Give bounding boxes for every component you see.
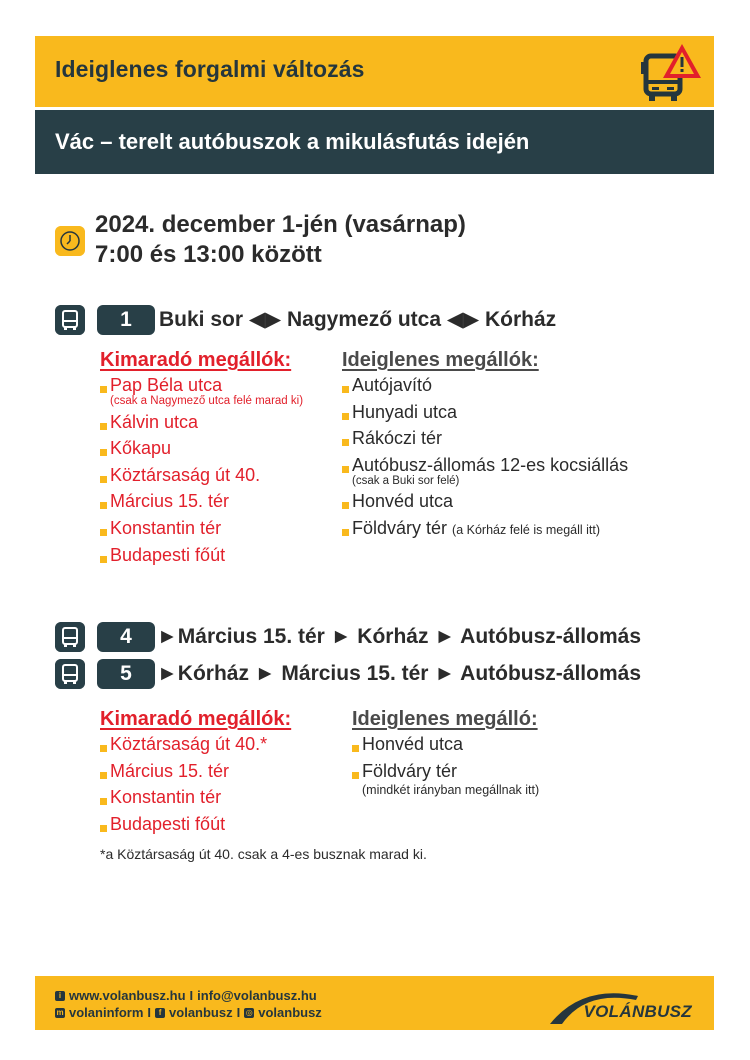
stop-item: Pap Béla utca (csak a Nagymező utca felé marad ki)	[100, 374, 303, 408]
footer-line-web	[55, 987, 322, 1004]
line-number-badge: 4	[97, 622, 155, 652]
header-band	[35, 36, 714, 107]
stop-item: Autóbusz-állomás 12-es kocsiállás (csak a Buki sor felé)	[342, 454, 628, 488]
stop-item: Hunyadi utca	[342, 401, 628, 424]
stop-item: Köztársaság út 40.	[100, 464, 303, 487]
footer-band	[35, 976, 714, 1030]
route-description: ►Március 15. tér ► Kórház ► Autóbusz-állomás	[157, 625, 642, 648]
omitted-stops-column-2	[100, 705, 291, 839]
messenger-icon: m	[56, 1007, 64, 1017]
temporary-stops-list	[342, 374, 628, 542]
logo-text: VOLÁNBUSZ	[583, 1002, 692, 1021]
stop-item: Autójavító	[342, 374, 628, 397]
stop-item: Budapesti főút	[100, 813, 291, 836]
stop-item: Rákóczi tér	[342, 427, 628, 450]
footer-line-social	[55, 1004, 322, 1021]
temporary-stops-heading: Ideiglenes megálló:	[352, 708, 538, 730]
separator: I	[236, 1005, 241, 1020]
stop-item: Honvéd utca	[342, 490, 628, 513]
page-title: Ideiglenes forgalmi változás	[55, 56, 365, 82]
temporary-stops-heading: Ideiglenes megállók:	[342, 349, 539, 371]
line-number-badge: 5	[97, 659, 155, 689]
bus-warning-icon	[638, 42, 702, 104]
page-subtitle: Vác – terelt autóbuszok a mikulásfutás idején	[55, 129, 530, 154]
date-line: 2024. december 1-jén (vasárnap)	[95, 211, 466, 238]
separator: I	[147, 1005, 152, 1020]
separator: I	[189, 988, 194, 1003]
stop-item: Március 15. tér	[100, 490, 303, 513]
website-link[interactable]: www.volanbusz.hu	[69, 988, 186, 1003]
social-messenger-link[interactable]: volaninform	[69, 1005, 144, 1020]
clock-icon	[55, 226, 85, 256]
stop-item: Konstantin tér	[100, 786, 291, 809]
info-icon: i	[55, 991, 65, 1001]
omitted-stops-heading: Kimaradó megállók:	[100, 349, 292, 371]
stop-item: Kálvin utca	[100, 411, 303, 434]
volanbusz-logo	[542, 982, 692, 1026]
route-description: Buki sor ◀▶ Nagymező utca ◀▶ Kórház	[159, 308, 557, 331]
stop-inline-note: (a Kórház felé is megáll itt)	[452, 522, 601, 537]
stop-item: Köztársaság út 40.*	[100, 733, 291, 756]
instagram-icon: ◎	[245, 1007, 253, 1017]
temporary-stops-column-2	[352, 705, 539, 800]
social-instagram-link[interactable]: volanbusz	[258, 1005, 322, 1020]
subtitle-band	[35, 110, 714, 174]
stop-item: Földváry tér (mindkét irányban megállnak itt)	[352, 760, 539, 798]
bus-icon	[55, 622, 85, 652]
stop-note: (csak a Nagymező utca felé marad ki)	[110, 395, 304, 407]
footnote: *a Köztársaság út 40. csak a 4-es busznak marad ki.	[100, 846, 427, 862]
bus-icon	[55, 305, 85, 335]
route-description: ►Kórház ► Március 15. tér ► Autóbusz-állomás	[157, 662, 642, 685]
social-facebook-link[interactable]: volanbusz	[169, 1005, 233, 1020]
stop-item: Március 15. tér	[100, 760, 291, 783]
email-link[interactable]: info@volanbusz.hu	[197, 988, 317, 1003]
facebook-icon: f	[155, 1008, 165, 1018]
stop-item: Honvéd utca	[352, 733, 539, 756]
temporary-stops-list	[352, 733, 539, 798]
bus-icon	[55, 659, 85, 689]
time-line: 7:00 és 13:00 között	[95, 241, 322, 268]
omitted-stops-list	[100, 733, 291, 836]
line-number-badge: 1	[97, 305, 155, 335]
stop-item: Konstantin tér	[100, 517, 303, 540]
temporary-stops-column-1	[342, 346, 628, 546]
stop-note: (mindkét irányban megállnak itt)	[362, 782, 540, 797]
stop-item: Budapesti főút	[100, 544, 303, 567]
stop-item: Kőkapu	[100, 437, 303, 460]
omitted-stops-column-1	[100, 346, 303, 570]
stop-note: (csak a Buki sor felé)	[352, 474, 460, 487]
footer-contacts	[55, 987, 322, 1021]
date-text	[95, 210, 466, 270]
omitted-stops-heading: Kimaradó megállók:	[100, 708, 292, 730]
stop-item: Földváry tér (a Kórház felé is megáll itt)	[342, 517, 628, 542]
omitted-stops-list	[100, 374, 303, 567]
